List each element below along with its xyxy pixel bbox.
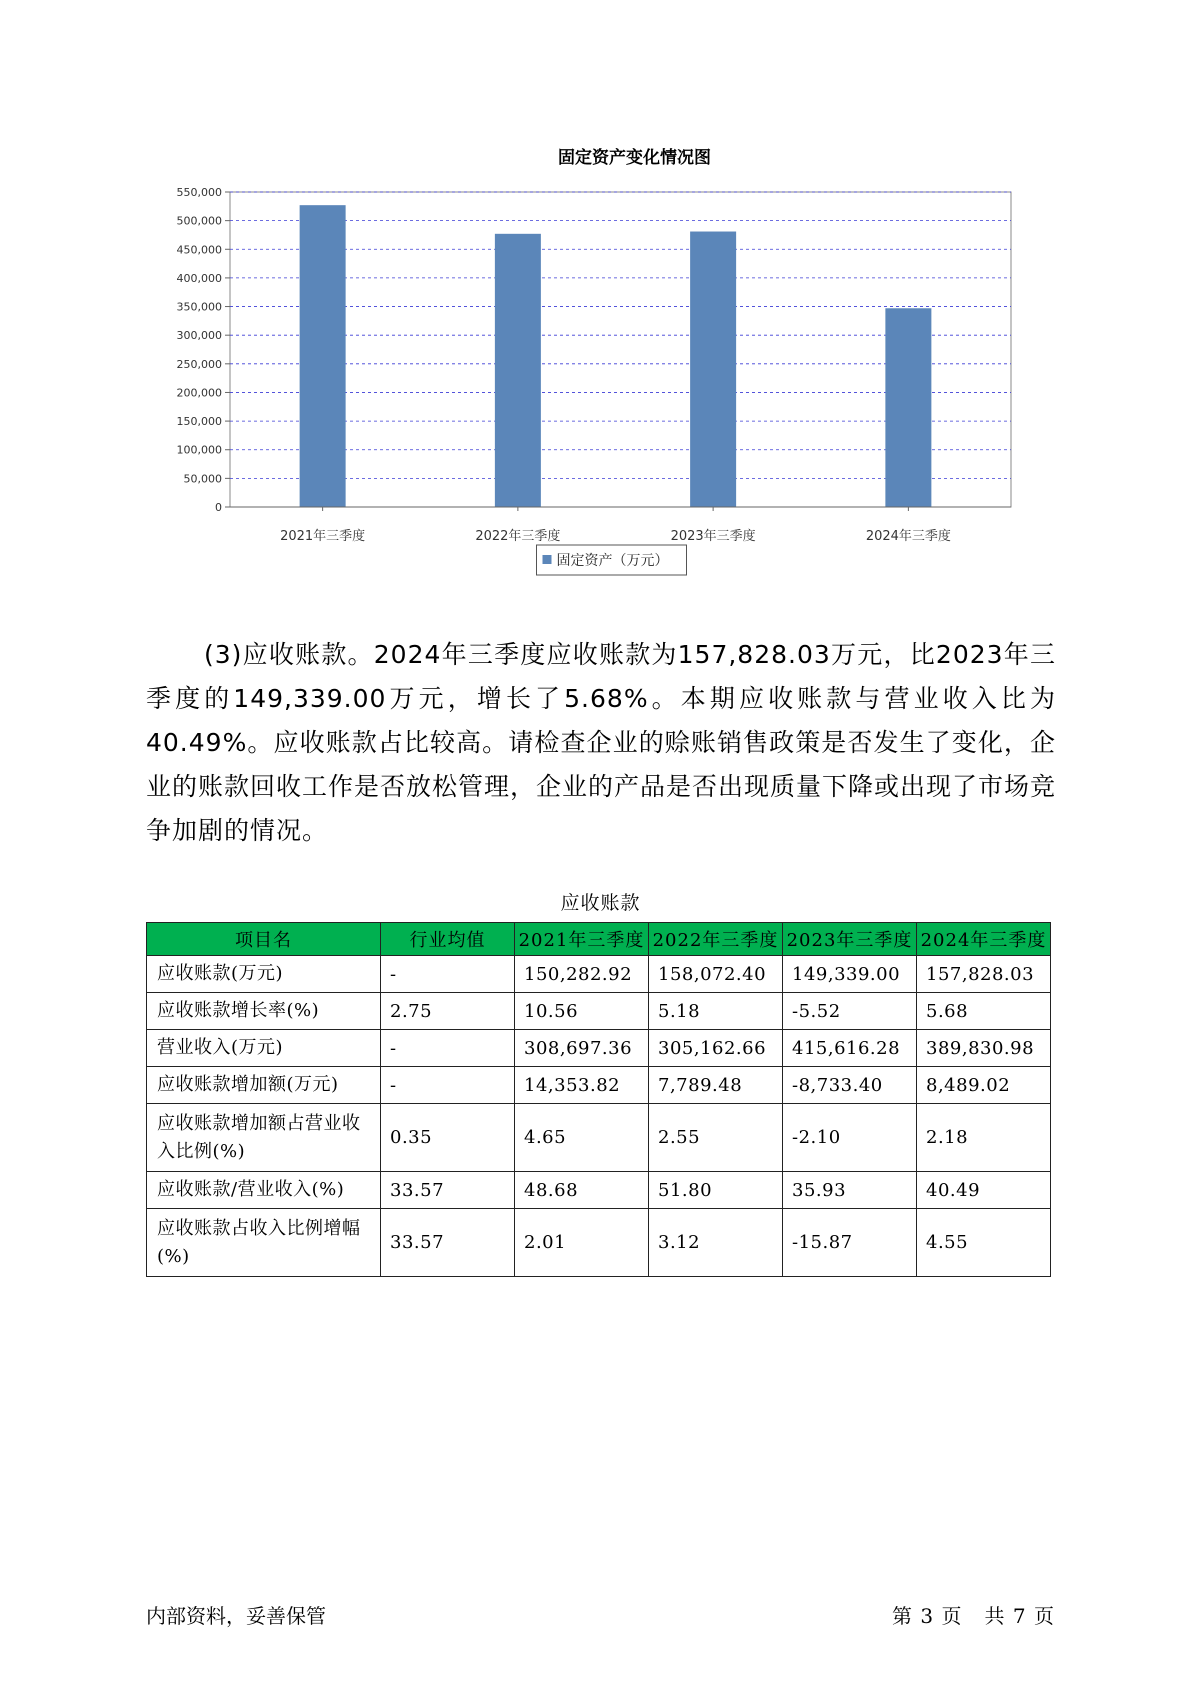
- cell: 8,489.02: [917, 1067, 1051, 1104]
- y-tick-label: 400,000: [176, 271, 222, 285]
- cell: 150,282.92: [515, 956, 649, 993]
- row-label: 应收账款增加额(万元): [147, 1067, 381, 1104]
- cell: 415,616.28: [783, 1030, 917, 1067]
- y-tick-label: 300,000: [176, 329, 222, 343]
- header-2024q3: 2024年三季度: [917, 923, 1051, 956]
- bar: [300, 205, 346, 507]
- legend-label: 固定资产（万元）: [556, 553, 669, 569]
- row-label: 应收账款占收入比例增幅(%): [147, 1209, 381, 1277]
- x-tick-label: 2024年三季度: [865, 529, 951, 544]
- table-row: [147, 1104, 1051, 1172]
- cell: 2.18: [917, 1104, 1051, 1172]
- y-tick-label: 150,000: [176, 415, 222, 429]
- fixed-assets-chart: [150, 140, 1020, 600]
- header-2022q3: 2022年三季度: [649, 923, 783, 956]
- cell: -8,733.40: [783, 1067, 917, 1104]
- cell: 5.68: [917, 993, 1051, 1030]
- cell: 2.55: [649, 1104, 783, 1172]
- y-tick-label: 0: [215, 501, 222, 514]
- cell: -5.52: [783, 993, 917, 1030]
- bar: [495, 234, 541, 507]
- table-row: [147, 956, 1051, 993]
- y-tick-label: 350,000: [176, 300, 222, 314]
- chart-title: 固定资产变化情况图: [558, 148, 711, 168]
- receivables-table: [146, 922, 1051, 1277]
- cell: 40.49: [917, 1172, 1051, 1209]
- cell: 305,162.66: [649, 1030, 783, 1067]
- bar: [690, 232, 736, 507]
- chart-canvas: [150, 140, 1020, 600]
- cell: 35.93: [783, 1172, 917, 1209]
- table-row: [147, 993, 1051, 1030]
- cell: 157,828.03: [917, 956, 1051, 993]
- cell: 48.68: [515, 1172, 649, 1209]
- cell: 5.18: [649, 993, 783, 1030]
- row-label: 营业收入(万元): [147, 1030, 381, 1067]
- cell: -15.87: [783, 1209, 917, 1277]
- row-label: 应收账款(万元): [147, 956, 381, 993]
- header-2021q3: 2021年三季度: [515, 923, 649, 956]
- cell: 389,830.98: [917, 1030, 1051, 1067]
- table-row: [147, 1030, 1051, 1067]
- cell: 4.65: [515, 1104, 649, 1172]
- legend-swatch: [543, 555, 552, 564]
- footer-confidential-note: 内部资料，妥善保管: [146, 1604, 326, 1628]
- cell: 33.57: [381, 1209, 515, 1277]
- cell: 7,789.48: [649, 1067, 783, 1104]
- cell: 2.75: [381, 993, 515, 1030]
- table-row: [147, 1067, 1051, 1104]
- cell: 2.01: [515, 1209, 649, 1277]
- row-label: 应收账款/营业收入(%): [147, 1172, 381, 1209]
- table-row: [147, 1209, 1051, 1277]
- header-industry-avg: 行业均值: [381, 923, 515, 956]
- cell: 51.80: [649, 1172, 783, 1209]
- cell: 4.55: [917, 1209, 1051, 1277]
- cell: 33.57: [381, 1172, 515, 1209]
- cell: 158,072.40: [649, 956, 783, 993]
- x-tick-label: 2021年三季度: [280, 529, 366, 544]
- row-label: 应收账款增加额占营业收入比例(%): [147, 1104, 381, 1172]
- table-caption: 应收账款: [560, 892, 641, 914]
- cell: -: [381, 956, 515, 993]
- cell: -: [381, 1030, 515, 1067]
- cell: 10.56: [515, 993, 649, 1030]
- y-tick-label: 200,000: [176, 386, 222, 400]
- receivables-paragraph: (3)应收账款。2024年三季度应收账款为157,828.03万元，比2023年三季度的149,339.00万元，增长了5.68%。本期应收账款与营业收入比为40.49%。应收账款占比较高。请检查企业的赊账销售政策是否发生了变化，企业的账款回收工作是否放松管理，企业的产品是否出现质量下降或出现了市场竞争加剧的情况。: [146, 640, 1057, 845]
- y-tick-label: 100,000: [176, 443, 222, 457]
- cell: 149,339.00: [783, 956, 917, 993]
- cell: 3.12: [649, 1209, 783, 1277]
- cell: 14,353.82: [515, 1067, 649, 1104]
- y-tick-label: 250,000: [176, 357, 222, 371]
- cell: 0.35: [381, 1104, 515, 1172]
- row-label: 应收账款增长率(%): [147, 993, 381, 1030]
- cell: -2.10: [783, 1104, 917, 1172]
- cell: 308,697.36: [515, 1030, 649, 1067]
- cell: -: [381, 1067, 515, 1104]
- y-tick-label: 50,000: [183, 472, 222, 486]
- y-tick-label: 450,000: [176, 243, 222, 257]
- header-item-name: 项目名: [147, 923, 381, 956]
- y-tick-label: 500,000: [176, 214, 222, 228]
- x-tick-label: 2023年三季度: [670, 529, 756, 544]
- footer-page-number: 第 3 页 共 7 页: [892, 1604, 1055, 1628]
- x-tick-label: 2022年三季度: [475, 529, 561, 544]
- header-2023q3: 2023年三季度: [783, 923, 917, 956]
- y-tick-label: 550,000: [176, 186, 222, 199]
- table-header-row: [147, 923, 1051, 956]
- table-row: [147, 1172, 1051, 1209]
- bar: [885, 308, 931, 507]
